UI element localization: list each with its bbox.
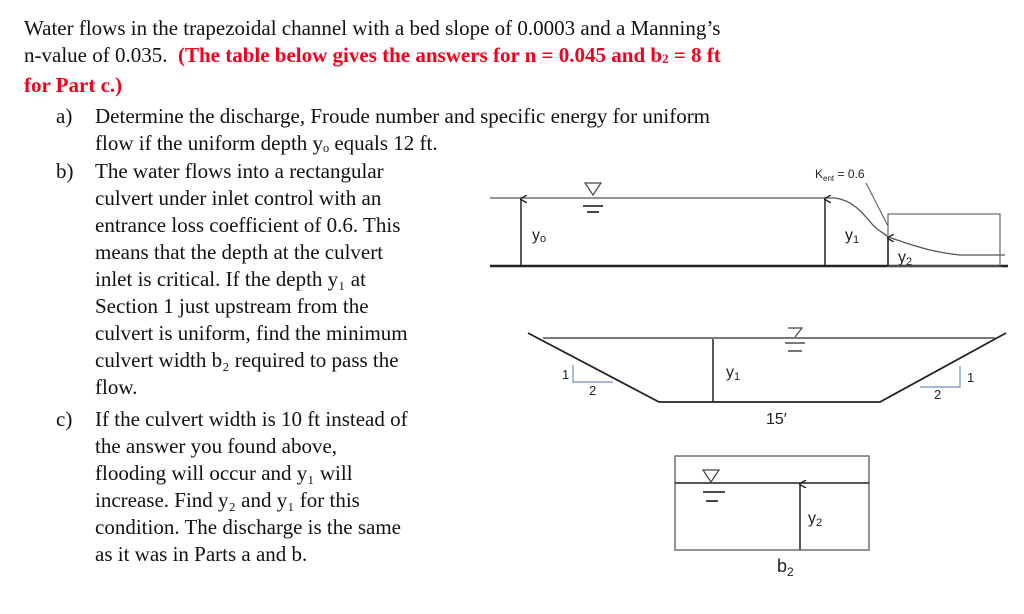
part-c-line: If the culvert width is 10 ft instead of [95, 407, 408, 431]
part-b-label: b) [56, 159, 74, 183]
part-a-label: a) [56, 104, 73, 128]
part-b-line: culvert is uniform, find the minimum [95, 321, 408, 345]
note-text-2: = 8 ft [668, 42, 721, 67]
part-b-line: flow. [95, 375, 138, 399]
water-surface-triangle-icon [785, 328, 805, 351]
trapezoid-y1-label: y1 [726, 364, 741, 383]
part-a-line: Determine the discharge, Froude number and specific energy for uniform [95, 104, 711, 128]
part-b-line: Section 1 just upstream from the [95, 294, 369, 318]
part-b-line: inlet is critical. If the depth y₁ at [95, 267, 366, 291]
water-surface-triangle-icon [703, 470, 725, 501]
culvert-y2-label: y2 [808, 510, 823, 529]
part-b-line: means that the depth at the culvert [95, 240, 384, 264]
kent-leader-line [866, 183, 888, 226]
part-c-line: condition. The discharge is the same [95, 515, 401, 539]
part-a-line: flow if the uniform depth yₒ equals 12 ft. [95, 131, 438, 155]
trapezoid-section-diagram [528, 328, 1006, 428]
bottom-width-label: 15′ [766, 411, 787, 428]
part-b-line: entrance loss coefficient of 0.6. This [95, 213, 401, 237]
note-text-1: (The table below gives the answers for n = 0.045 and b [177, 42, 663, 67]
intro-line-2-text: n-value of 0.035. [24, 42, 168, 67]
right-slope-horizontal-label: 2 [934, 387, 942, 402]
kent-label: $K_{ent} = 0.6$ [815, 167, 865, 183]
part-c-line: as it was in Parts a and b. [95, 542, 308, 566]
culvert-section-diagram [675, 456, 869, 579]
left-slope-horizontal-label: 2 [589, 383, 597, 398]
note-line-2: for Part c.) [24, 73, 123, 97]
part-b-line: The water flows into a rectangular [95, 159, 384, 183]
part-b-line: culvert width b₂ required to pass the [95, 348, 399, 372]
part-c-line: the answer you found above, [95, 434, 338, 458]
part-c-line: increase. Find y₂ and y₁ for this [95, 488, 360, 512]
part-c-line: flooding will occur and y₁ will [95, 461, 353, 485]
channel-profile-diagram [490, 167, 1008, 268]
intro-line-1: Water flows in the trapezoidal channel with a bed slope of 0.0003 and a Manning’s [24, 16, 721, 40]
left-slope-vertical-label: 1 [562, 367, 570, 382]
culvert-width-label: $b_2$ [777, 556, 794, 579]
right-slope-vertical-label: 1 [967, 370, 975, 385]
water-surface-profile [490, 198, 1005, 255]
part-b-line: culvert under inlet control with an [95, 186, 382, 210]
yo-label: yo [532, 227, 547, 245]
y1-label: y1 [845, 227, 860, 246]
part-c-label: c) [56, 407, 73, 431]
note-sub: 2 [662, 50, 669, 66]
y2-label: y2 [898, 249, 913, 268]
